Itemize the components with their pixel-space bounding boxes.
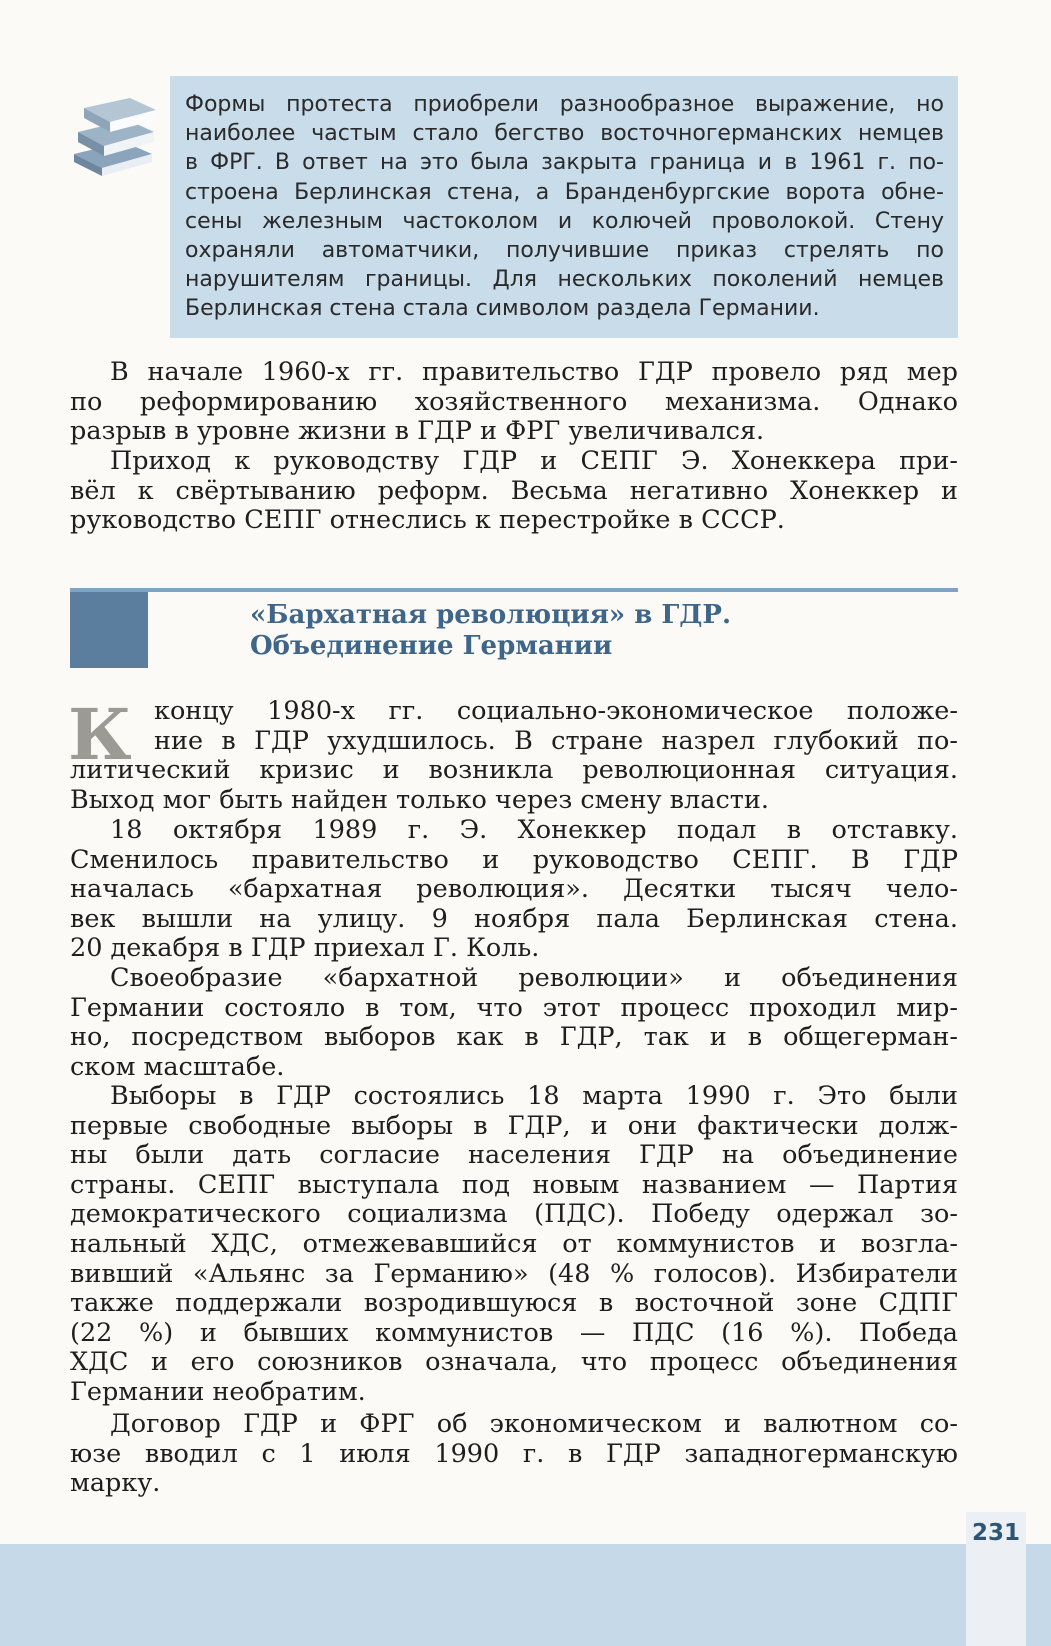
text-line: ском масштабе. <box>70 1052 285 1082</box>
text-line: Договор ГДР и ФРГ об экономическом и валютном со- <box>110 1410 958 1439</box>
info-line: нарушителям границы. Для нескольких поколений немцев <box>185 267 944 293</box>
text-line: по реформированию хозяйственного механизма. Однако <box>70 387 958 417</box>
text-line: разрыв в уровне жизни в ГДР и ФРГ увеличивался. <box>70 417 765 447</box>
paragraph-2 <box>70 447 958 536</box>
text-line: Выход мог быть найден только через смену власти. <box>70 785 769 815</box>
text-line: руководство СЕПГ отнеслись к перестройке в СССР. <box>70 506 785 536</box>
text-line: век вышли на улицу. 9 ноября пала Берлинская стена. <box>70 904 958 934</box>
section-title <box>250 600 950 662</box>
text-line: Выборы в ГДР состоялись 18 марта 1990 г. Это были <box>110 1082 958 1111</box>
info-line: Берлинская стена стала символом раздела Германии. <box>185 296 820 322</box>
text-line: Приход к руководству ГДР и СЕПГ Э. Хонеккера при- <box>110 447 958 476</box>
page-number: 231 <box>971 1520 1020 1546</box>
section-title-line-2: Объединение Германии <box>250 631 613 661</box>
text-line: Германии необратим. <box>70 1377 366 1407</box>
text-line: нальный ХДС, отмежевавшийся от коммунистов и возгла- <box>70 1229 958 1259</box>
info-line: строена Берлинская стена, а Бранденбургские ворота обне- <box>185 179 944 205</box>
text-line: также поддержали возродившуюся в восточной зоне СДПГ <box>70 1289 958 1319</box>
info-line: в ФРГ. В ответ на это была закрыта граница и в 1961 г. по- <box>185 150 944 176</box>
text-line: Германии состояло в том, что этот процесс проходил мир- <box>70 993 958 1023</box>
text-line: концу 1980-х гг. социально-экономическое положе- <box>154 697 958 726</box>
section-rule <box>70 588 958 592</box>
text-line: Сменилось правительство и руководство СЕПГ. В ГДР <box>70 845 958 875</box>
text-line: вивший «Альянс за Германию» (48 % голосов). Избиратели <box>70 1259 958 1289</box>
info-line: наиболее частым стало бегство восточногерманских немцев <box>185 121 944 147</box>
paragraph-7 <box>70 1410 958 1499</box>
text-line: 20 декабря в ГДР приехал Г. Коль. <box>70 934 540 964</box>
info-line: охраняли автоматчики, получившие приказ стрелять по <box>185 238 944 264</box>
paragraph-6 <box>70 1082 958 1408</box>
text-line: марку. <box>70 1469 161 1499</box>
text-line: В начале 1960-х гг. правительство ГДР провело ряд мер <box>110 358 958 387</box>
text-line: ны были дать согласие населения ГДР на объединение <box>70 1141 958 1171</box>
info-line: сены железным частоколом и колючей проволокой. Стену <box>185 208 944 234</box>
text-line: литический кризис и возникла революционная ситуация. <box>70 756 958 786</box>
footer-band <box>0 1544 1051 1646</box>
text-line: ХДС и его союзников означала, что процесс объединения <box>70 1348 958 1378</box>
text-line: но, посредством выборов как в ГДР, так и в общегерман- <box>70 1023 958 1053</box>
section-marker <box>70 592 148 668</box>
text-line: началась «бархатная революция». Десятки тысяч чело- <box>70 875 958 905</box>
text-line: ние в ГДР ухудшилось. В стране назрел глубокий по- <box>154 726 958 756</box>
info-box <box>170 76 958 338</box>
books-icon <box>66 92 162 192</box>
info-line: Формы протеста приобрели разнообразное выражение, но <box>185 92 944 117</box>
text-line: демократического социализма (ПДС). Победу одержал зо- <box>70 1200 958 1230</box>
paragraph-4 <box>70 816 958 964</box>
text-line: Своеобразие «бархатной революции» и объединения <box>110 964 958 993</box>
paragraph-5 <box>70 964 958 1082</box>
text-line: 18 октября 1989 г. Э. Хонеккер подал в отставку. <box>110 816 958 845</box>
text-line: страны. СЕПГ выступала под новым названием — Партия <box>70 1170 958 1200</box>
drop-cap: К <box>68 693 132 776</box>
text-line: юзе вводил с 1 июля 1990 г. в ГДР западногерманскую <box>70 1439 958 1469</box>
paragraph-1 <box>70 358 958 447</box>
text-line: (22 %) и бывших коммунистов — ПДС (16 %). Победа <box>70 1318 958 1348</box>
paragraph-3 <box>68 693 958 815</box>
text-line: вёл к свёртыванию реформ. Весьма негативно Хонеккер и <box>70 476 958 506</box>
text-line: первые свободные выборы в ГДР, и они фактически долж- <box>70 1111 958 1141</box>
section-title-line-1: «Бархатная революция» в ГДР. <box>250 600 731 630</box>
